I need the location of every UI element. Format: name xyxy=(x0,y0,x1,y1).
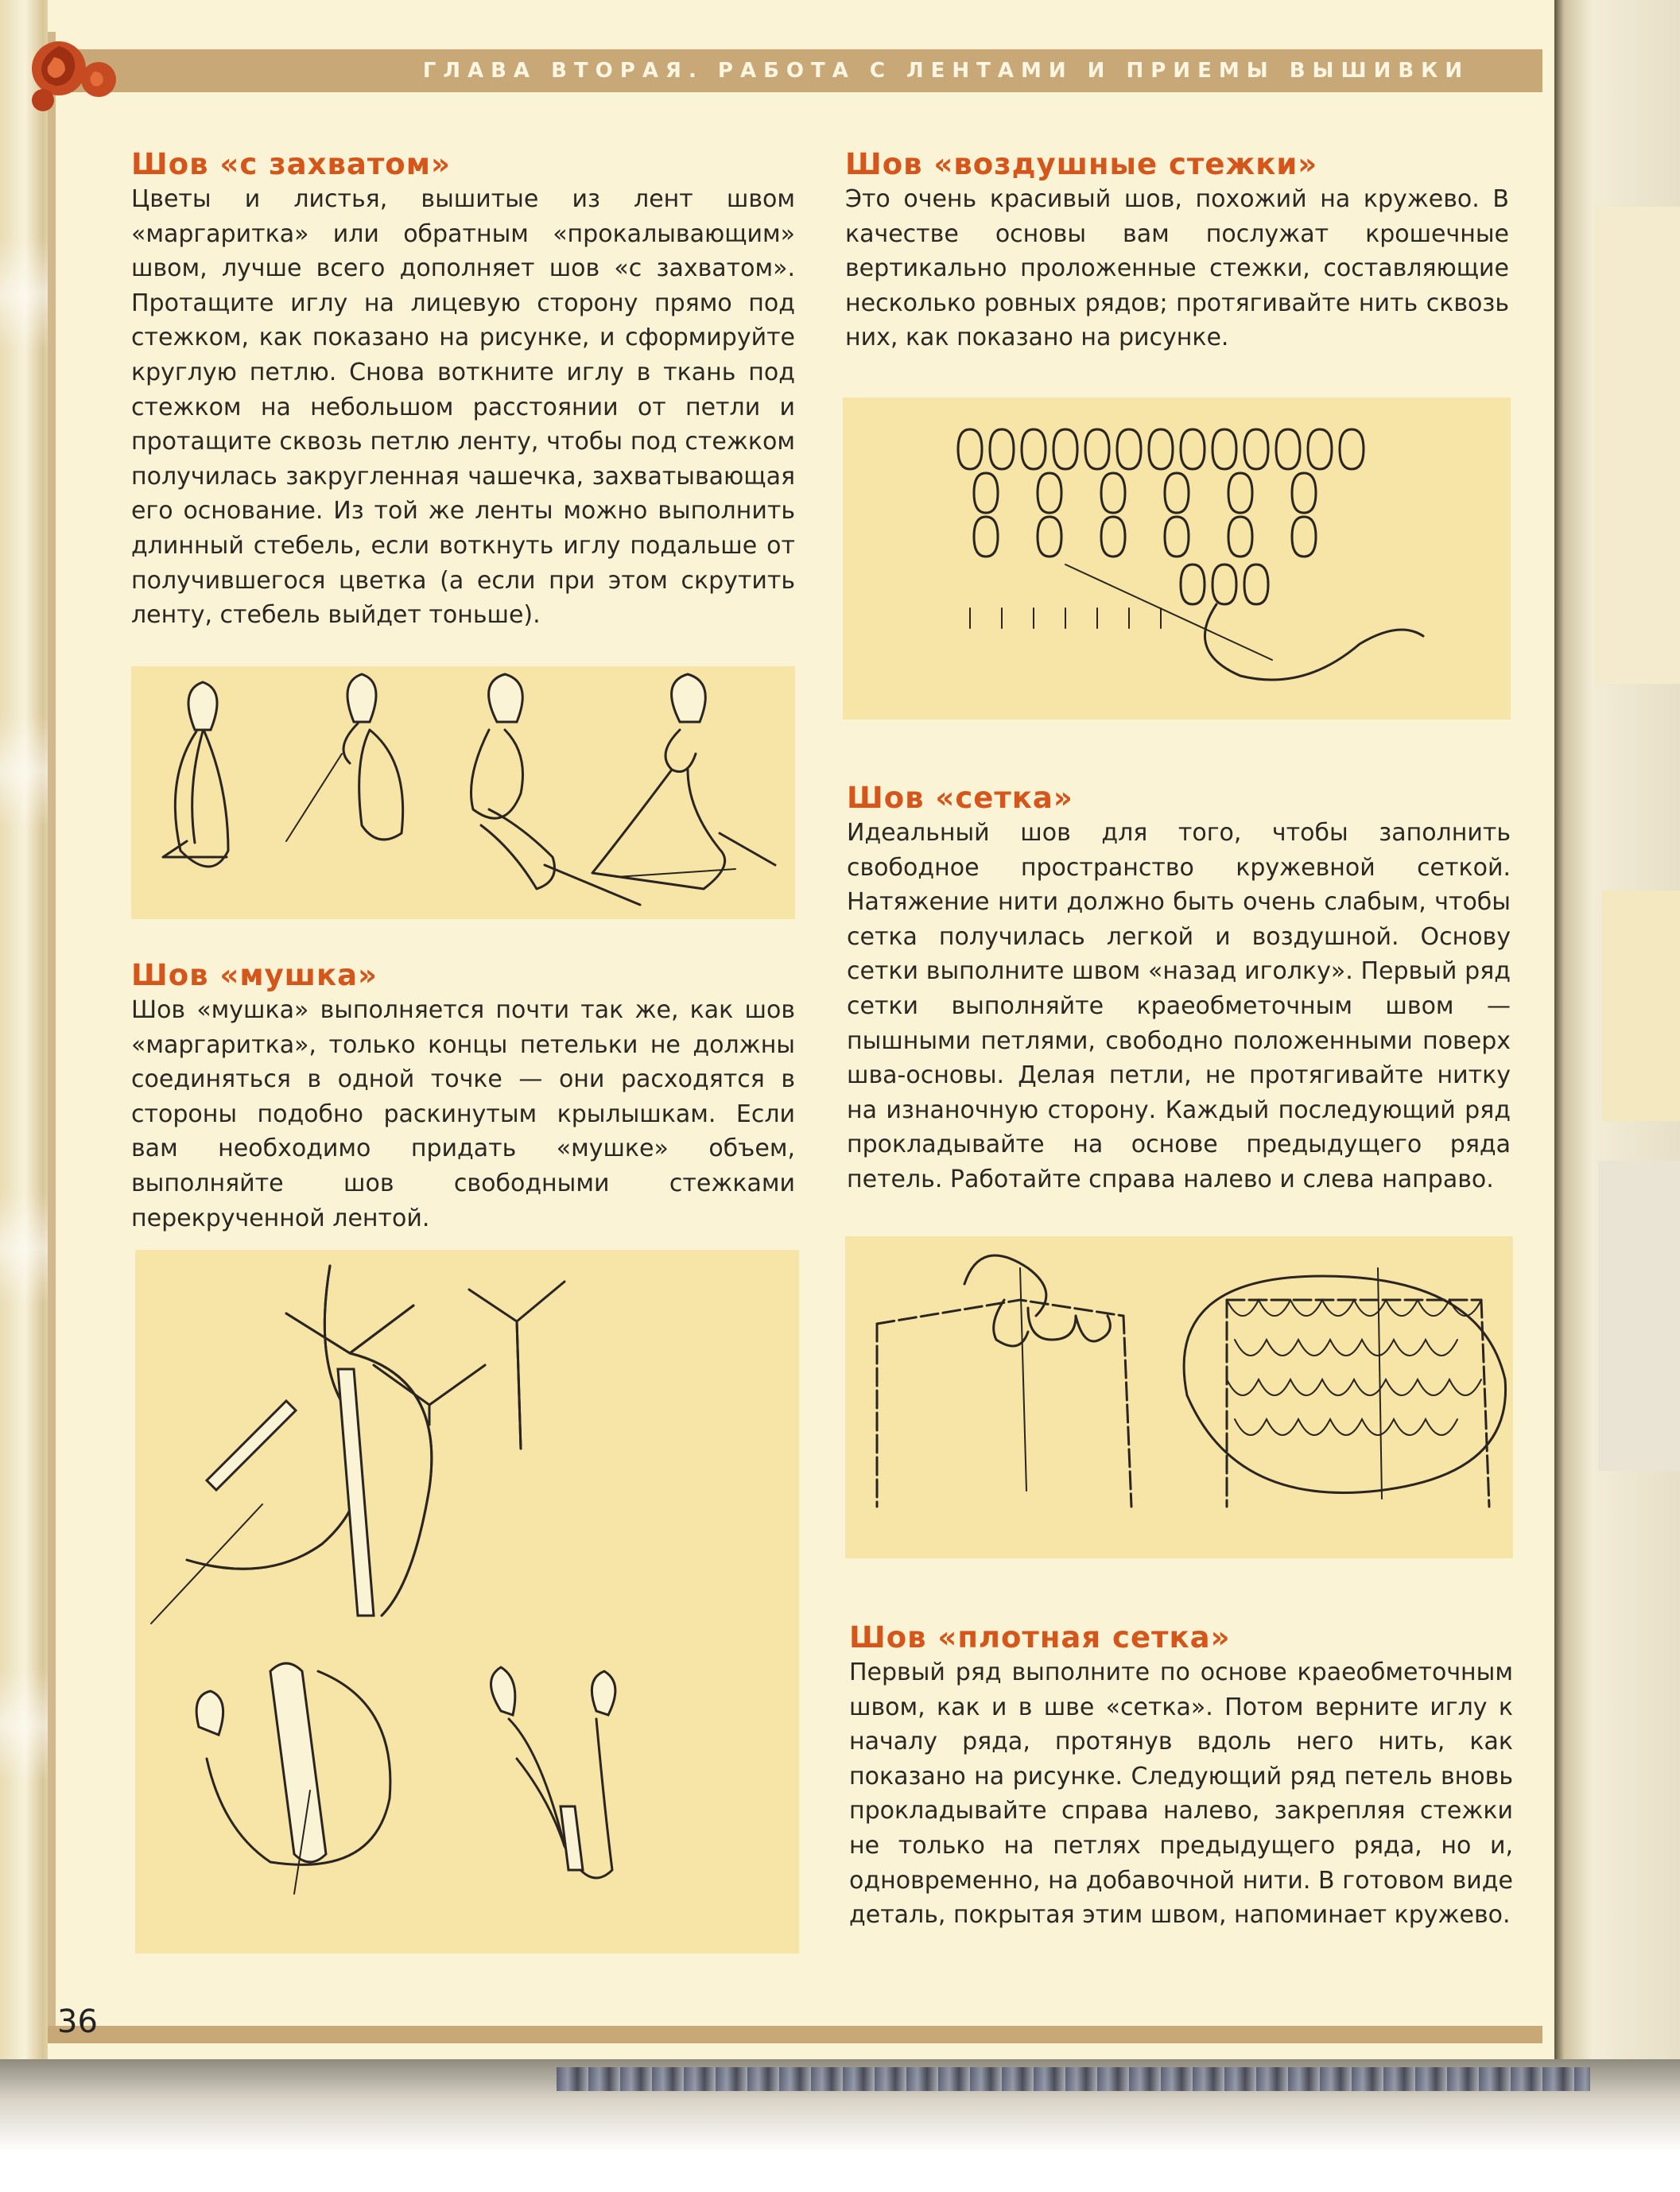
section-text: Цветы и листья, вышитые из лент швом «маргаритка» или обратным «прокалывающим» швом, лучше всего дополняет шов «с захватом». Протащите иглу на лицевую сторону прямо под стежком, как показано на рисунке, и сформируйте круглую петлю. Снова воткните иглу в ткань под стежком на небольшом расстоянии от петли и протащите сквозь петлю ленту, чтобы под стежком получилась закругленная чашечка, захватывающая его основание. Из той же ленты можно выполнить длинный стебель, если воткнуть иглу подальше от получившегося цветка (а если при этом скрутить ленту, стебель выйдет тоньше). xyxy=(131,185,795,630)
figure-capture-stitch xyxy=(131,666,795,919)
chapter-header xyxy=(48,49,1542,92)
section-dense-net-stitch xyxy=(849,1620,1513,1933)
figure-net-stitch xyxy=(845,1236,1513,1558)
air-stitches-illustration xyxy=(843,398,1511,720)
section-text: Шов «мушка» выполняется почти так же, как шов «маргаритка», только концы петельки не должны соединяться в одной точке — они расходятся в стороны подобно раскинутым крылышкам. Если вам необходимо придать «мушке» объем, выполняйте шов свободными стежками перекрученной лентой. xyxy=(131,996,795,1232)
next-page-edge xyxy=(1554,0,1680,2192)
figure-air-stitches xyxy=(843,398,1511,720)
section-title: Шов «воздушные стежки» xyxy=(845,147,1318,181)
section-fly-stitch xyxy=(131,958,795,1236)
section-capture-stitch xyxy=(131,147,795,633)
section-title: Шов «плотная сетка» xyxy=(849,1620,1231,1655)
section-title: Шов «сетка» xyxy=(847,781,1073,815)
section-net-stitch xyxy=(847,781,1511,1197)
page-footer-bar xyxy=(48,2026,1542,2043)
rose-ornament-icon xyxy=(11,30,130,118)
section-text: Первый ряд выполните по основе краеобметочным швом, как и в шве «сетка». Потом верните иглу к началу ряда, протянув вдоль него нить, как показано на рисунке. Следующий ряд петель вновь прокладывайте справа налево, закрепляя стежки не только на петлях предыдущего ряда, но и, одновременно, на добавочной нити. В готовом виде деталь, покрытая этим швом, напоминает кружево. xyxy=(849,1659,1513,1930)
net-stitch-illustration xyxy=(845,1236,1513,1558)
page-number: 36 xyxy=(57,2004,98,2040)
section-title: Шов «мушка» xyxy=(131,958,378,992)
fly-stitch-illustration xyxy=(135,1250,799,1953)
figure-fly-stitch xyxy=(135,1250,799,1953)
book-edge-pattern xyxy=(557,2067,1590,2091)
capture-stitch-illustration xyxy=(131,666,795,919)
chapter-title: ГЛАВА ВТОРАЯ. РАБОТА С ЛЕНТАМИ И ПРИЕМЫ ВЫШИВКИ xyxy=(422,59,1470,83)
section-title: Шов «с захватом» xyxy=(131,147,451,181)
section-text: Идеальный шов для того, чтобы заполнить свободное пространство кружевной сеткой. Натяжение нити должно быть очень слабым, чтобы сетка получилась легкой и воздушной. Основу сетки выполните швом «назад иголку». Первый ряд сетки выполняйте краеобметочным швом — пышными петлями, свободно положенными поверх шва-основы. Делая петли, не протягивайте нитку на изнаночную сторону. Каждый последующий ряд прокладывайте на основе предыдущего ряда петель. Работайте справа налево и слева направо. xyxy=(847,819,1511,1193)
section-text: Это очень красивый шов, похожий на кружево. В качестве основы вам послужат крошечные вертикально проложенные стежки, составляющие несколько ровных рядов; протягивайте нить сквозь них, как показано на рисунке. xyxy=(845,185,1509,352)
page-frame-left xyxy=(48,32,56,2043)
section-air-stitches xyxy=(845,147,1509,355)
